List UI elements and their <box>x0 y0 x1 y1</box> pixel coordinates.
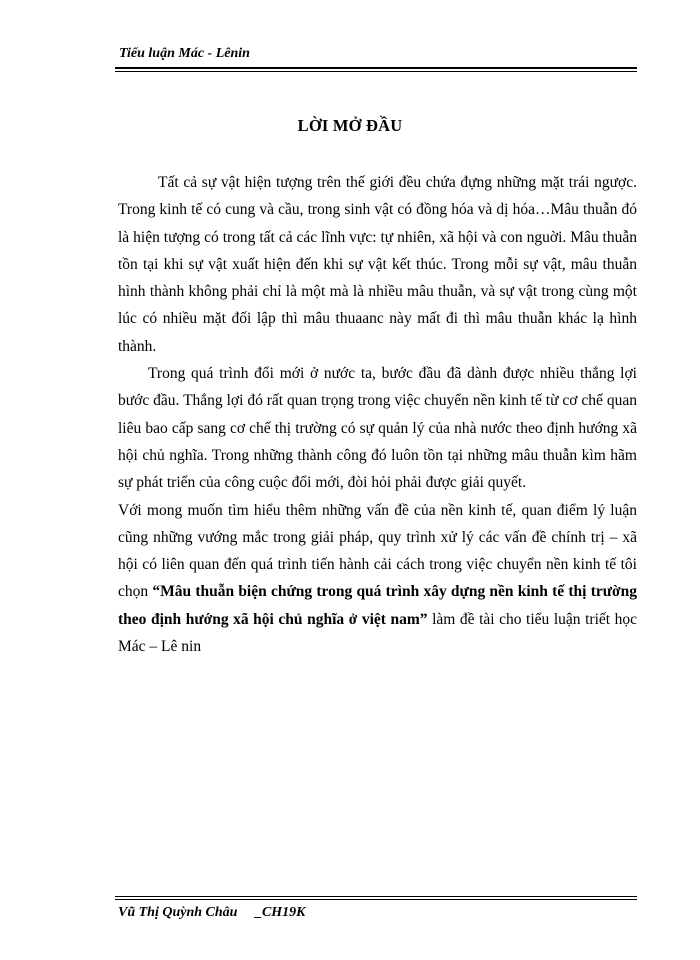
page-footer <box>115 896 637 921</box>
paragraph-2: Trong quá trình đổi mới ở nước ta, bước đầu đã dành được nhiều thắng lợi bước đầu. Thắng lợi đó rất quan trọng trong việc chuyển nền kinh tế từ cơ chế quan liêu bao cấp sang cơ chế thị trường có sự quản lý của nhà nước theo định hướng xã hội chủ nghĩa. Trong những thành công đó luôn tồn tại những mâu thuẫn kìm hãm sự phát triển của công cuộc đổi mới, đòi hỏi phải được giải quyết. <box>118 365 637 492</box>
paragraph-1: Tất cả sự vật hiện tượng trên thế giới đều chứa đựng những mặt trái ngược. Trong kinh tế có cung và cầu, trong sinh vật có đồng hóa và dị hóa…Mâu thuẫn đó là hiện tượng có trong tất cả các lĩnh vực: tự nhiên, xã hội và con nguời. Mâu thuẫn tồn tại khi sự vật xuất hiện đến khi sự vật kết thúc. Trong mỗi sự vật, mâu thuẫn hình thành không phải chỉ là một mà là nhiều mâu thuẫn, và sự vật trong cùng một lúc có nhiều mặt đối lập thì mâu thuaanc này mất đi thì mâu thuẫn khác lạ hình thành. <box>118 174 637 355</box>
paragraph-3-topic: “Mâu thuẫn biện chứng trong quá trình xây dựng nền kinh tế thị trường theo định hướng xã hội chủ nghĩa ở việt nam” <box>118 583 637 628</box>
page-header <box>115 46 637 72</box>
document-body <box>118 169 637 660</box>
paragraph-3-intro: Với mong muốn tìm hiểu thêm những vấn đề của nền kinh tế, quan điểm lý luận cũng những vướng mắc trong giải pháp, quy trình xử lý các vấn đề chính trị – xã hội có liên quan đến quá trình tiến hành cải cách trong việc chuyển nền kinh tế tôi chọn <box>118 501 637 601</box>
paragraph-3 <box>118 497 637 661</box>
footer-rule-top <box>115 896 637 897</box>
footer-line <box>115 905 637 921</box>
header-title: Tiểu luận Mác - Lênin <box>119 46 250 61</box>
footer-class-code: _CH19K <box>254 905 306 920</box>
paragraph-3-end: làm đề tài cho tiểu luận triết học Mác – Lê nin <box>118 610 637 656</box>
header-rule-thick <box>115 67 637 69</box>
document-title: LỜI MỞ ĐẦU <box>297 116 403 135</box>
footer-rule-bottom <box>115 899 637 900</box>
footer-author: Vũ Thị Quỳnh Châu <box>118 905 238 920</box>
header-rule-thin <box>115 71 637 72</box>
